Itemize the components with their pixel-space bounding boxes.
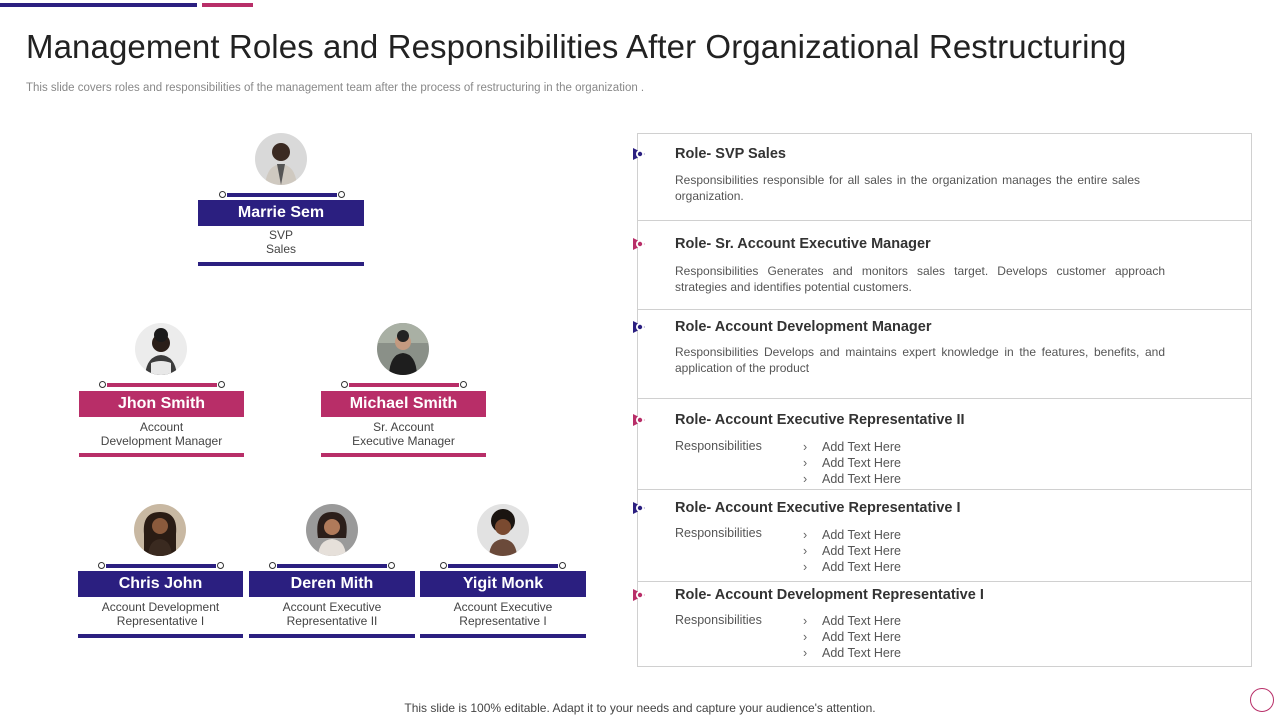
responsibility-list [803,439,901,487]
role-title: Role- SVP Sales [675,146,786,162]
role-divider [637,220,1252,221]
name-decoration [99,380,225,390]
person-title: Account Executive Representative II [282,600,382,628]
person-underline [79,453,244,457]
person-title: Account Development Manager [100,420,223,448]
person-underline [321,453,486,457]
person-name-deren-mith: Deren Mith [249,571,415,597]
role-divider [637,489,1252,490]
slide-title: Management Roles and Responsibilities After Organizational Restructuring [26,28,1127,65]
name-decoration [219,190,345,200]
role-title: Role- Sr. Account Executive Manager [675,236,931,252]
footer-note: This slide is 100% editable. Adapt it to your needs and capture your audience's attention. [404,701,876,715]
top-accent-bar-navy [0,3,197,7]
person-underline [420,634,586,638]
role-divider [637,309,1252,310]
person-title: Account Executive Representative I [453,600,553,628]
role-marker-icon [631,500,647,516]
person-title: SVP Sales [265,228,297,256]
list-item: › Add Text Here [803,613,901,629]
avatar [377,323,429,375]
list-item: › Add Text Here [803,629,901,645]
role-marker-icon [631,236,647,252]
name-decoration [269,561,395,571]
responsibilities-label: Responsibilities [675,439,762,453]
name-decoration [341,380,467,390]
avatar [134,504,186,556]
person-underline [78,634,243,638]
person-name-michael-smith: Michael Smith [321,391,486,417]
role-divider [637,581,1252,582]
corner-circle-icon [1250,688,1274,712]
person-underline [198,262,364,266]
role-marker-icon [631,587,647,603]
list-item: › Add Text Here [803,645,901,661]
list-item: › Add Text Here [803,543,901,559]
role-title: Role- Account Development Representative I [675,587,984,603]
responsibilities-label: Responsibilities [675,526,762,540]
person-name-chris-john: Chris John [78,571,243,597]
role-divider [637,398,1252,399]
role-title: Role- Account Development Manager [675,319,932,335]
person-name-marrie-sem: Marrie Sem [198,200,364,226]
name-decoration [440,561,566,571]
avatar [135,323,187,375]
list-item: › Add Text Here [803,559,901,575]
list-item: › Add Text Here [803,471,901,487]
person-name-yigit-monk: Yigit Monk [420,571,586,597]
responsibilities-label: Responsibilities [675,613,762,627]
role-title: Role- Account Executive Representative I [675,500,961,516]
role-marker-icon [631,146,647,162]
top-accent-bar-magenta [202,3,253,7]
list-item: › Add Text Here [803,455,901,471]
avatar [306,504,358,556]
list-item: › Add Text Here [803,527,901,543]
role-description: Responsibilities Develops and maintains expert knowledge in the features, benefits, and application of the product [675,345,1165,375]
person-name-jhon-smith: Jhon Smith [79,391,244,417]
list-item: › Add Text Here [803,439,901,455]
role-description: Responsibilities Generates and monitors sales target. Develops customer approach strategies and identifies potential customers. [675,264,1165,294]
person-title: Account Development Representative I [101,600,220,628]
responsibility-list [803,527,901,575]
role-description: Responsibilities responsible for all sales in the organization manages the entire sales organization. [675,173,1140,203]
role-marker-icon [631,319,647,335]
name-decoration [98,561,224,571]
person-underline [249,634,415,638]
avatar [477,504,529,556]
avatar [255,133,307,185]
person-title: Sr. Account Executive Manager [352,420,455,448]
role-marker-icon [631,412,647,428]
responsibility-list [803,613,901,661]
slide-subtitle: This slide covers roles and responsibilities of the management team after the process of restructuring in the organization . [26,82,645,94]
role-title: Role- Account Executive Representative II [675,412,965,428]
